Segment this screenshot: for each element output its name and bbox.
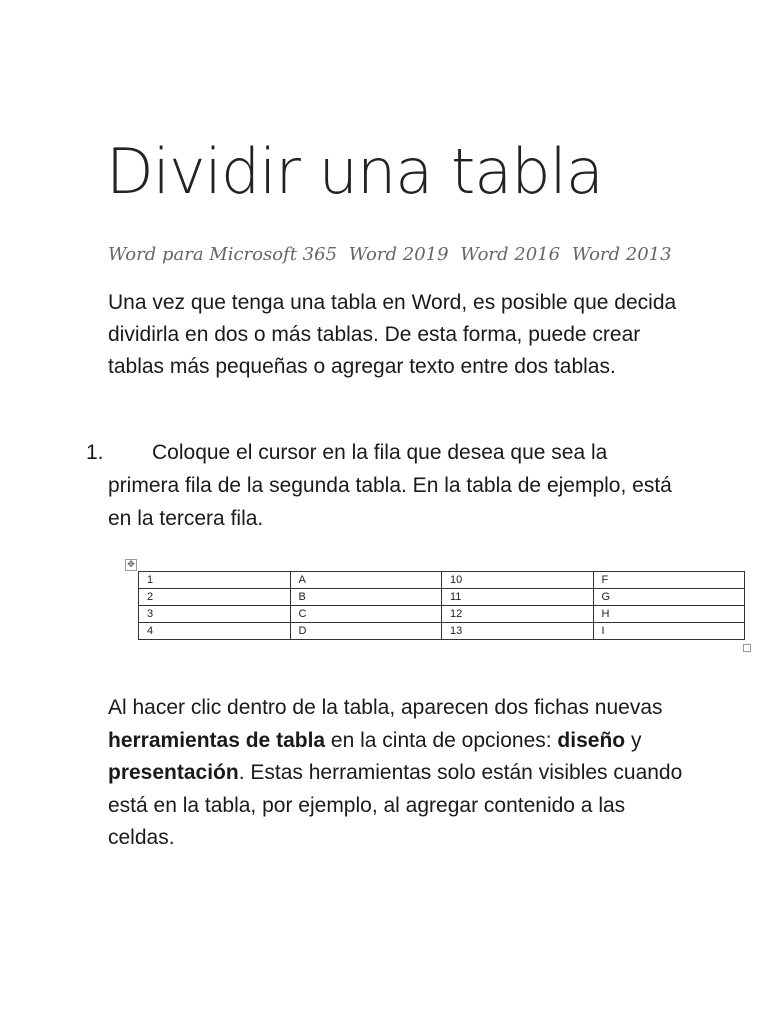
table-cell[interactable]: C xyxy=(290,606,442,623)
outro-bold-term: herramientas de tabla xyxy=(108,728,326,752)
table-cell[interactable]: D xyxy=(290,623,442,640)
outro-bold-term: presentación xyxy=(108,761,239,784)
step-1 xyxy=(86,436,686,535)
outro-text: y xyxy=(625,728,642,752)
table-cell[interactable]: G xyxy=(593,589,745,606)
sample-table xyxy=(138,571,745,640)
table-cell[interactable]: 10 xyxy=(442,572,594,589)
step-text-line1: Coloque el cursor en la fila que desea que sea la xyxy=(152,441,608,464)
step-first-line xyxy=(86,436,686,469)
table-cell[interactable]: F xyxy=(593,572,745,589)
table-row xyxy=(139,606,745,623)
outro-text: en la cinta de opciones: xyxy=(325,728,558,752)
table-cell[interactable]: 4 xyxy=(139,623,291,640)
table-cell[interactable]: 12 xyxy=(442,606,594,623)
outro-bold-term: diseño xyxy=(557,728,626,752)
table-cell[interactable]: H xyxy=(593,606,745,623)
intro-paragraph: Una vez que tenga una tabla en Word, es posible que decida dividirla en dos o más tablas. De esta forma, puede crear tablas más pequeñas o agregar texto entre dos tablas. xyxy=(108,291,677,378)
table-row xyxy=(139,572,745,589)
outro-text: . Estas herramientas solo están visibles cuando está en la tabla, por ejemplo, al agregar contenido a las celdas. xyxy=(108,761,683,849)
table-cell[interactable]: 2 xyxy=(139,589,291,606)
table-cell[interactable]: 3 xyxy=(139,606,291,623)
table-cell[interactable]: B xyxy=(290,589,442,606)
table-move-handle-icon[interactable]: ✥ xyxy=(125,559,137,571)
outro-paragraph xyxy=(108,692,688,855)
table-resize-handle-icon[interactable] xyxy=(743,644,751,652)
table-row xyxy=(139,589,745,606)
version-label: Word 2019 xyxy=(348,244,449,265)
applies-to-versions xyxy=(108,244,678,265)
table-cell[interactable]: I xyxy=(593,623,745,640)
version-label: Word para Microsoft 365 xyxy=(108,244,338,265)
table-row xyxy=(139,623,745,640)
version-label: Word 2013 xyxy=(571,244,672,265)
table-cell[interactable]: 1 xyxy=(139,572,291,589)
outro-text: Al hacer clic dentro de la tabla, aparecen dos fichas nuevas xyxy=(108,696,663,719)
page-title: Dividir una tabla xyxy=(106,135,603,208)
version-label: Word 2016 xyxy=(460,244,561,265)
step-text-line2: primera fila de la segunda tabla. En la tabla de ejemplo, está en la tercera fila. xyxy=(108,474,672,530)
step-number: 1. xyxy=(86,441,104,464)
table-cell[interactable]: A xyxy=(290,572,442,589)
table-cell[interactable]: 13 xyxy=(442,623,594,640)
table-cell[interactable]: 11 xyxy=(442,589,594,606)
